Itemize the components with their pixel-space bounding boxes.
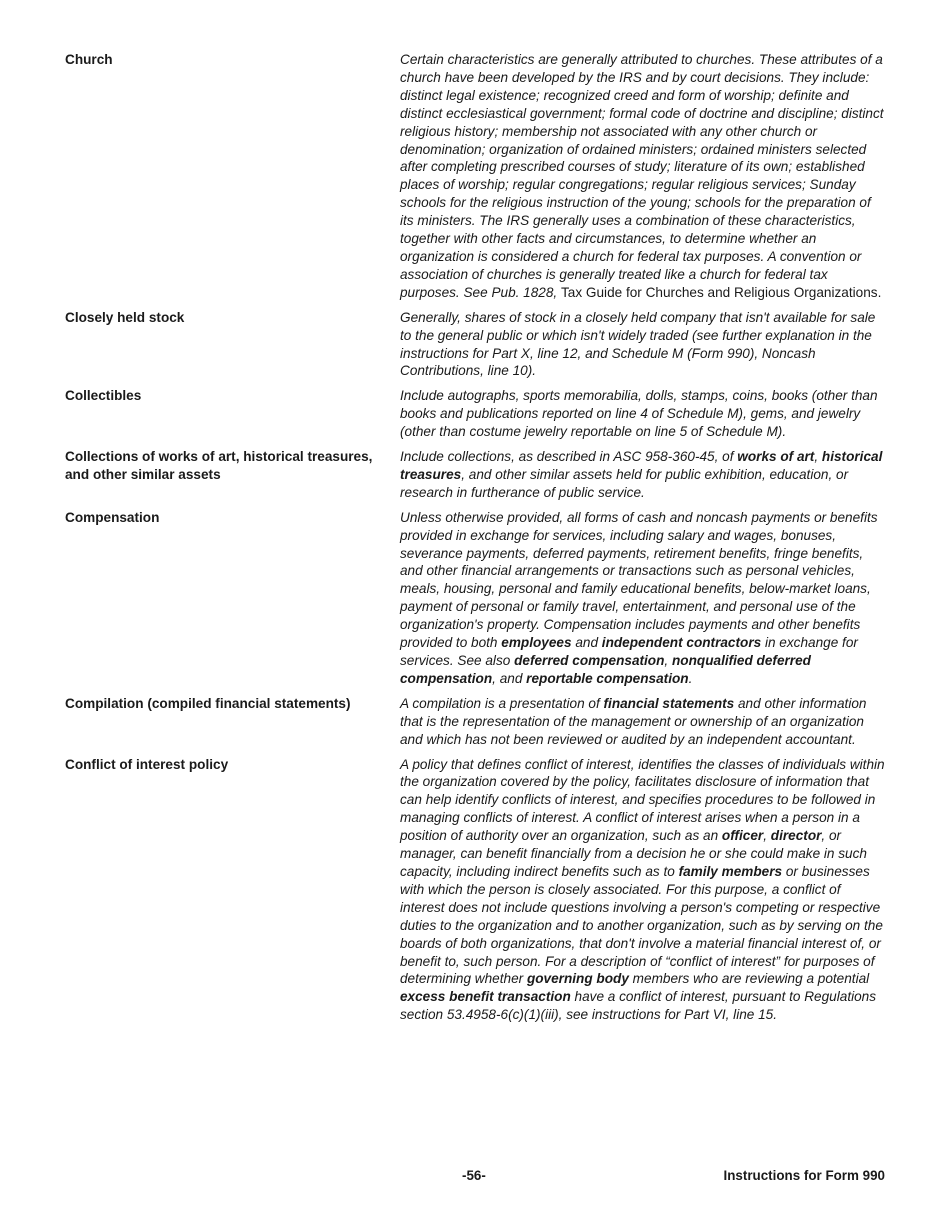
page-number: -56- [462, 1168, 486, 1183]
glossary-term: Compensation [65, 509, 160, 525]
definition-text: Tax Guide for Churches and Religious Organizations. [560, 284, 882, 300]
glossary-entry [65, 387, 885, 441]
definition-text: , [763, 828, 771, 844]
defined-term-reference: nonqualified deferred compensation [400, 653, 811, 686]
definition-text: in exchange for services. See also [400, 635, 858, 668]
defined-term-reference: deferred compensation [514, 653, 665, 668]
definition-text: Certain characteristics are generally attributed to churches. These attributes of a church have been developed by the IRS and by court decisions. They include: distinct legal existence; recognized creed and form of worship; definite and distinct ecclesiastical government; formal code of doctrine and discipline; distinct religious history; membership not associated with any other church or denomination; organization of ordained ministers; ordained ministers selected after completing prescribed courses of study; literature of its own; established places of worship; regular congregations; regular religious services; Sunday schools for the religious instruction of the young; schools for the preparation of its ministers. The IRS generally uses a combination of these characteristics, together with other facts and circumstances, to determine whether an organization is considered a church for federal tax purposes. A convention or association of churches is generally treated like a church for federal tax purposes. See Pub. 1828, [400, 52, 884, 300]
glossary-definition [400, 309, 885, 381]
definition-text: and [571, 635, 602, 651]
defined-term-reference: director [770, 828, 822, 844]
glossary-term: Compilation (compiled financial statements) [65, 695, 351, 711]
glossary-entry [65, 51, 885, 302]
definition-text: A policy that defines conflict of interest, identifies the classes of individuals within the organization covered by the policy, facilitates disclosure of information that can help identify conflicts of interest, and specifies procedures to be followed in managing conflicts of interest. A conflict of interest arises when a person in a position of authority over an organization, such as an [400, 756, 885, 844]
defined-term-reference: officer [721, 828, 764, 844]
glossary-definition [400, 51, 885, 302]
definition-text: have a conflict of interest, pursuant to Regulations section 53.4958-6(c)(1)(iii), see instructions for Part VI, line 15. [400, 989, 877, 1023]
definition-text: . [688, 670, 693, 686]
defined-term-reference: governing body [526, 971, 629, 987]
glossary-entry [65, 448, 885, 502]
definition-text: Generally, shares of stock in a closely held company that isn't available for sale to the general public or which isn't widely traded (see further explanation in the instructions for Part X, line 12, and Schedule M (Form 990), Noncash Contributions, line 10). [400, 309, 876, 379]
definition-text: Unless otherwise provided, all forms of cash and noncash payments or benefits provided in exchange for services, including salary and wages, bonuses, severance payments, deferred payments, retirement benefits, fringe benefits, and other financial arrangements or transactions such as personal vehicles, meals, housing, personal and family educational benefits, below-market loans, payment of personal or family travel, entertainment, and personal use of the organization's property. Compensation includes payments and other benefits provided to both [400, 509, 878, 651]
glossary-definition [400, 695, 885, 749]
glossary-entry [65, 509, 885, 688]
glossary-definition [400, 448, 885, 502]
definition-text: and other information that is the representation of the management or ownership of an organization and which has not been reviewed or audited by an independent accountant. [400, 695, 867, 747]
glossary-definition [400, 509, 885, 688]
definition-text: or businesses with which the person is closely associated. For this purpose, a conflict of interest does not include questions involving a person's competing or respective duties to the organization and to another organization, such as by serving on the boards of both organizations, that don't involve a material financial interest of, or benefit to, such person. For a description of “conflict of interest” for purposes of determining whether [400, 863, 883, 987]
definition-text: , [664, 653, 672, 668]
definition-text: , and other similar assets held for public exhibition, education, or research in furtherance of public service. [400, 466, 849, 500]
definition-text: members who are reviewing a potential [628, 971, 870, 987]
definition-text: , or manager, can benefit financially from a decision he or she could make in such capacity, including indirect benefits such as to [400, 828, 867, 879]
defined-term-reference: financial statements [603, 695, 735, 711]
glossary-term: Conflict of interest policy [65, 756, 229, 772]
document-title: Instructions for Form 990 [723, 1168, 885, 1183]
glossary-entry [65, 756, 885, 1025]
definition-text: , and [492, 670, 527, 686]
defined-term-reference: excess benefit transaction [400, 989, 571, 1005]
definition-text: Include autographs, sports memorabilia, dolls, stamps, coins, books (other than books and publications reported on line 4 of Schedule M), gems, and jewelry (other than costume jewelry reportable on line 5 of Schedule M). [400, 388, 878, 440]
glossary-page [65, 51, 885, 1031]
glossary-term: Collectibles [65, 388, 142, 404]
definition-text: A compilation is a presentation of [400, 695, 604, 711]
definition-text: Include collections, as described in ASC 958-360-45, of [400, 449, 738, 465]
defined-term-reference: independent contractors [601, 635, 762, 651]
glossary-term: Closely held stock [65, 309, 185, 325]
glossary-term: Collections of works of art, historical treasures, and other similar assets [65, 449, 373, 483]
glossary-definition [400, 387, 885, 441]
definition-text: , [814, 449, 822, 465]
defined-term-reference: employees [501, 635, 572, 651]
glossary-entry [65, 309, 885, 381]
glossary-entry [65, 695, 885, 749]
defined-term-reference: works of art [737, 449, 815, 465]
defined-term-reference: historical treasures [400, 449, 883, 482]
glossary-definition [400, 756, 885, 1025]
defined-term-reference: family members [678, 863, 783, 879]
glossary-term: Church [65, 52, 113, 67]
defined-term-reference: reportable compensation [526, 670, 689, 686]
